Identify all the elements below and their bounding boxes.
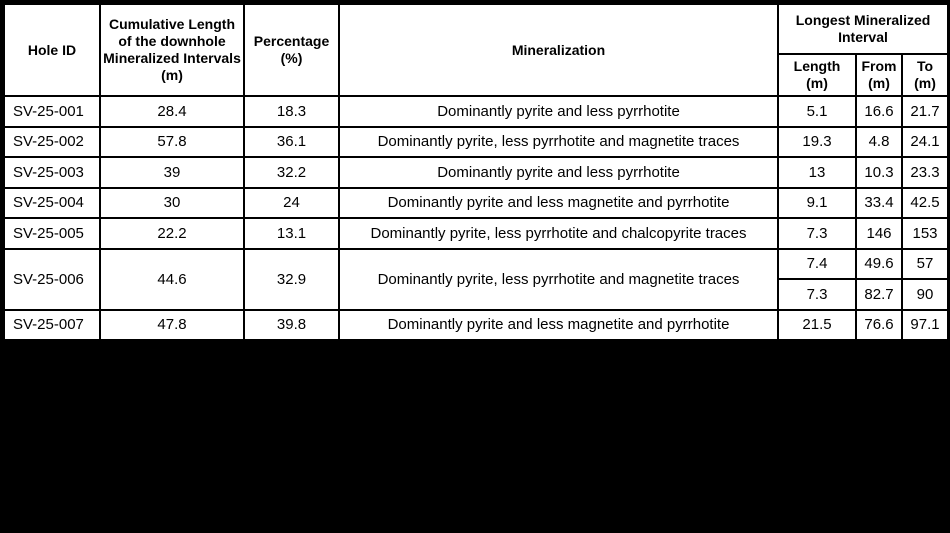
cell-percentage: 39.8 bbox=[244, 310, 339, 341]
cell-percentage: 32.2 bbox=[244, 157, 339, 188]
cell-from: 33.4 bbox=[856, 188, 902, 219]
cell-from: 146 bbox=[856, 218, 902, 249]
cell-length: 13 bbox=[778, 157, 856, 188]
cell-mineralization: Dominantly pyrite, less pyrrhotite and magnetite traces bbox=[339, 127, 778, 158]
cell-cumulative-length: 57.8 bbox=[100, 127, 244, 158]
drill-results-table-container bbox=[3, 3, 947, 341]
cell-to: 21.7 bbox=[902, 96, 948, 127]
cell-mineralization: Dominantly pyrite and less pyrrhotite bbox=[339, 96, 778, 127]
cell-mineralization: Dominantly pyrite and less magnetite and pyrrhotite bbox=[339, 310, 778, 341]
cell-to: 57 bbox=[902, 249, 948, 280]
cell-length: 9.1 bbox=[778, 188, 856, 219]
cell-from: 4.8 bbox=[856, 127, 902, 158]
cell-length: 19.3 bbox=[778, 127, 856, 158]
table-row bbox=[4, 96, 948, 127]
cell-cumulative-length: 39 bbox=[100, 157, 244, 188]
cell-from: 10.3 bbox=[856, 157, 902, 188]
header-from: From (m) bbox=[856, 54, 902, 96]
cell-mineralization: Dominantly pyrite and less pyrrhotite bbox=[339, 157, 778, 188]
table-row bbox=[4, 249, 948, 280]
cell-cumulative-length: 22.2 bbox=[100, 218, 244, 249]
cell-hole-id: SV-25-007 bbox=[4, 310, 100, 341]
cell-cumulative-length: 28.4 bbox=[100, 96, 244, 127]
cell-hole-id: SV-25-002 bbox=[4, 127, 100, 158]
table-row bbox=[4, 157, 948, 188]
header-longest-interval: Longest Mineralized Interval bbox=[778, 4, 948, 54]
cell-hole-id: SV-25-001 bbox=[4, 96, 100, 127]
cell-length: 7.3 bbox=[778, 218, 856, 249]
table-row bbox=[4, 188, 948, 219]
header-cumulative-length: Cumulative Length of the downhole Mineralized Intervals (m) bbox=[100, 4, 244, 96]
cell-cumulative-length: 30 bbox=[100, 188, 244, 219]
cell-to: 24.1 bbox=[902, 127, 948, 158]
header-to: To (m) bbox=[902, 54, 948, 96]
cell-percentage: 13.1 bbox=[244, 218, 339, 249]
cell-length: 7.3 bbox=[778, 279, 856, 310]
table-row bbox=[4, 310, 948, 341]
cell-percentage: 32.9 bbox=[244, 249, 339, 310]
cell-mineralization: Dominantly pyrite and less magnetite and pyrrhotite bbox=[339, 188, 778, 219]
table-row bbox=[4, 127, 948, 158]
cell-hole-id: SV-25-003 bbox=[4, 157, 100, 188]
cell-to: 153 bbox=[902, 218, 948, 249]
cell-to: 23.3 bbox=[902, 157, 948, 188]
drill-results-table bbox=[3, 3, 949, 341]
cell-length: 7.4 bbox=[778, 249, 856, 280]
header-percentage: Percentage (%) bbox=[244, 4, 339, 96]
cell-from: 76.6 bbox=[856, 310, 902, 341]
cell-from: 49.6 bbox=[856, 249, 902, 280]
header-mineralization: Mineralization bbox=[339, 4, 778, 96]
cell-cumulative-length: 44.6 bbox=[100, 249, 244, 310]
cell-to: 90 bbox=[902, 279, 948, 310]
cell-mineralization: Dominantly pyrite, less pyrrhotite and magnetite traces bbox=[339, 249, 778, 310]
cell-hole-id: SV-25-004 bbox=[4, 188, 100, 219]
cell-to: 42.5 bbox=[902, 188, 948, 219]
cell-hole-id: SV-25-005 bbox=[4, 218, 100, 249]
cell-length: 5.1 bbox=[778, 96, 856, 127]
cell-percentage: 18.3 bbox=[244, 96, 339, 127]
cell-from: 82.7 bbox=[856, 279, 902, 310]
header-length: Length (m) bbox=[778, 54, 856, 96]
cell-hole-id: SV-25-006 bbox=[4, 249, 100, 310]
cell-percentage: 36.1 bbox=[244, 127, 339, 158]
cell-percentage: 24 bbox=[244, 188, 339, 219]
header-hole-id: Hole ID bbox=[4, 4, 100, 96]
table-row bbox=[4, 218, 948, 249]
cell-length: 21.5 bbox=[778, 310, 856, 341]
cell-from: 16.6 bbox=[856, 96, 902, 127]
cell-mineralization: Dominantly pyrite, less pyrrhotite and chalcopyrite traces bbox=[339, 218, 778, 249]
cell-to: 97.1 bbox=[902, 310, 948, 341]
cell-cumulative-length: 47.8 bbox=[100, 310, 244, 341]
